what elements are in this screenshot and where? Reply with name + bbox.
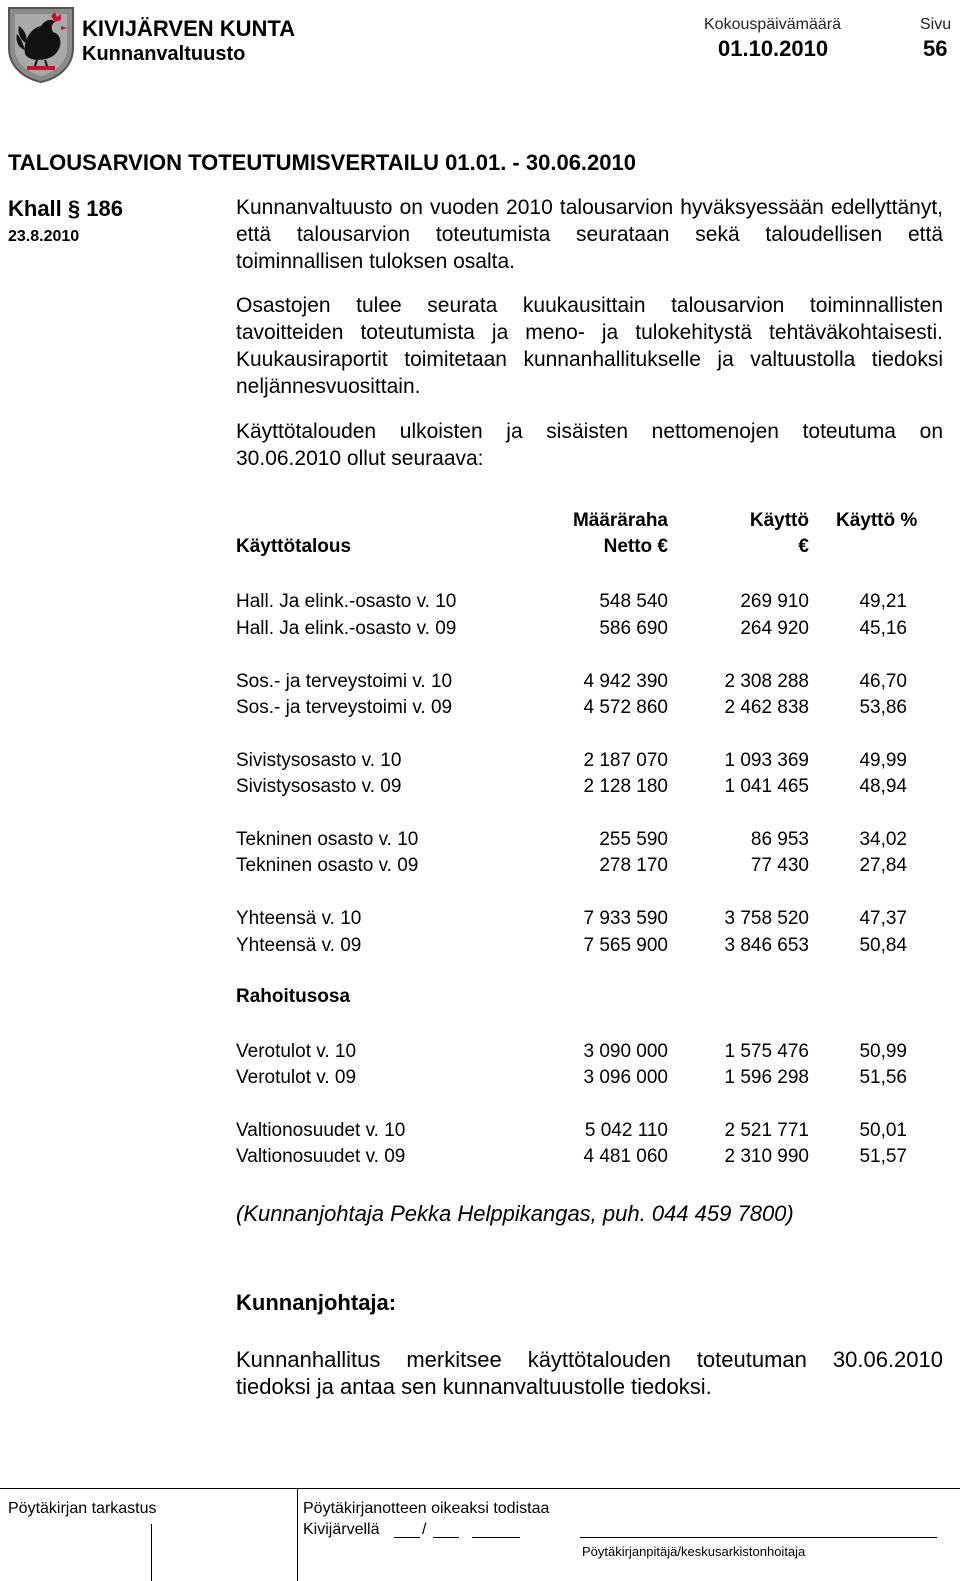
- row-usage-percent: 49,99: [859, 750, 907, 771]
- row-budget: 548 540: [599, 591, 668, 612]
- paragraph-intro: Kunnanvaltuusto on vuoden 2010 talousarvion hyväksyessään edellyttänyt, että talousarvion toteutumista seurataan sekä taloudellisen että toiminnallisen tuloksen osalta.: [236, 196, 943, 273]
- row-budget: 5 042 110: [584, 1120, 668, 1141]
- row-usage-percent: 46,70: [859, 671, 907, 692]
- row-usage: 269 910: [740, 591, 809, 612]
- section-date: 23.8.2010: [8, 228, 80, 245]
- page-label: Sivu: [920, 16, 952, 33]
- proposal-heading: Kunnanjohtaja:: [236, 1290, 397, 1315]
- row-usage-percent: 34,02: [859, 829, 907, 850]
- row-usage: 264 920: [740, 618, 809, 639]
- row-usage: 2 310 990: [724, 1146, 809, 1167]
- proposal-text: Kunnanhallitus merkitsee käyttötalouden toteutuman 30.06.2010 tiedoksi ja antaa sen kunnanvaltuustolle tiedoksi.: [236, 1347, 943, 1399]
- row-label: Hall. Ja elink.-osasto v. 10: [236, 591, 457, 612]
- row-budget: 7 933 590: [583, 908, 668, 929]
- rooster-crest-icon: [5, 4, 77, 84]
- row-label: Sivistysosasto v. 09: [236, 776, 402, 797]
- document-title: TALOUSARVION TOTEUTUMISVERTAILU 01.01. - 30.06.2010: [8, 150, 636, 175]
- row-budget: 3 090 000: [583, 1041, 668, 1062]
- meeting-date-label: Kokouspäivämäärä: [704, 16, 841, 33]
- organization-unit: Kunnanvaltuusto: [82, 43, 246, 65]
- col-header-usage-1: Käyttö: [749, 510, 809, 531]
- row-usage: 2 462 838: [724, 697, 809, 718]
- footer-divider-vertical-left: [151, 1524, 152, 1581]
- row-usage-percent: 45,16: [859, 618, 907, 639]
- contact-line: (Kunnanjohtaja Pekka Helppikangas, puh. 044 459 7800): [236, 1201, 794, 1226]
- row-budget: 2 187 070: [583, 750, 668, 771]
- row-label: Tekninen osasto v. 10: [236, 829, 419, 850]
- footer-place: Kivijärvellä: [303, 1521, 380, 1538]
- row-budget: 3 096 000: [583, 1067, 668, 1088]
- row-usage-percent: 50,01: [859, 1120, 907, 1141]
- row-budget: 7 565 900: [583, 935, 668, 956]
- row-budget: 586 690: [599, 618, 668, 639]
- financing-heading: Rahoitusosa: [236, 986, 351, 1007]
- row-usage: 3 846 653: [724, 935, 809, 956]
- row-label: Valtionosuudet v. 10: [236, 1120, 406, 1141]
- col-header-budget-1: Määräraha: [572, 510, 668, 531]
- footer-divider-vertical: [297, 1488, 298, 1581]
- row-usage: 3 758 520: [724, 908, 809, 929]
- row-usage: 2 521 771: [724, 1120, 809, 1141]
- row-budget: 4 481 060: [583, 1146, 668, 1167]
- row-usage-percent: 27,84: [859, 855, 907, 876]
- row-usage: 86 953: [750, 829, 809, 850]
- paragraph-monitoring: Osastojen tulee seurata kuukausittain talousarvion toiminnallisten tavoitteiden toteutumista ja meno- ja tulokehitystä tehtäväkohtaisesti. Kuukausiraportit toimitetaan kunnanhallitukselle ja valtuustolla tiedoksi neljännesvuosittain.: [236, 294, 943, 398]
- row-label: Sos.- ja terveystoimi v. 09: [236, 697, 453, 718]
- row-usage-percent: 50,84: [859, 935, 907, 956]
- row-label: Sivistysosasto v. 10: [236, 750, 402, 771]
- row-budget: 4 942 390: [583, 671, 668, 692]
- footer-signer-title: Pöytäkirjanpitäjä/keskusarkistonhoitaja: [582, 1544, 806, 1559]
- row-budget: 4 572 860: [583, 697, 668, 718]
- row-budget: 2 128 180: [583, 776, 668, 797]
- row-budget: 278 170: [599, 855, 668, 876]
- footer-day-blank: [394, 1537, 420, 1538]
- row-label: Verotulot v. 10: [236, 1041, 357, 1062]
- row-label: Hall. Ja elink.-osasto v. 09: [236, 618, 457, 639]
- row-usage: 2 308 288: [724, 671, 809, 692]
- row-usage-percent: 47,37: [859, 908, 907, 929]
- page-number: 56: [923, 36, 948, 61]
- row-usage-percent: 48,94: [859, 776, 907, 797]
- row-usage-percent: 51,56: [859, 1067, 907, 1088]
- row-usage-percent: 49,21: [859, 591, 907, 612]
- meeting-date: 01.10.2010: [718, 36, 829, 61]
- row-usage-percent: 53,86: [859, 697, 907, 718]
- row-label: Tekninen osasto v. 09: [236, 855, 419, 876]
- row-usage: 1 041 465: [724, 776, 809, 797]
- col-header-usage-2: €: [798, 536, 809, 557]
- row-label: Sos.- ja terveystoimi v. 10: [236, 671, 453, 692]
- col-header-usage-percent: Käyttö %: [836, 510, 918, 531]
- footer-slash: /: [422, 1521, 427, 1538]
- organization-name: KIVIJÄRVEN KUNTA: [82, 16, 296, 41]
- row-label: Verotulot v. 09: [236, 1067, 357, 1088]
- row-usage: 1 575 476: [724, 1041, 809, 1062]
- footer-signature-line: [580, 1537, 937, 1538]
- footer-review-label: Pöytäkirjan tarkastus: [8, 1500, 157, 1517]
- row-usage: 1 093 369: [724, 750, 809, 771]
- row-usage-percent: 51,57: [859, 1146, 907, 1167]
- footer-month-blank: [433, 1537, 459, 1538]
- section-reference: Khall § 186: [8, 196, 123, 221]
- row-usage: 77 430: [750, 855, 809, 876]
- row-usage: 1 596 298: [724, 1067, 809, 1088]
- row-budget: 255 590: [599, 829, 668, 850]
- row-label: Valtionosuudet v. 09: [236, 1146, 406, 1167]
- col-header-budget-2: Netto €: [603, 536, 668, 557]
- footer-year-blank: [472, 1537, 520, 1538]
- paragraph-results-intro: Käyttötalouden ulkoisten ja sisäisten nettomenojen toteutuma on 30.06.2010 ollut seuraava:: [236, 420, 943, 470]
- footer-certify-label: Pöytäkirjanotteen oikeaksi todistaa: [303, 1500, 550, 1517]
- row-label: Yhteensä v. 09: [236, 935, 362, 956]
- row-label: Yhteensä v. 10: [236, 908, 362, 929]
- col-header-label: Käyttötalous: [236, 536, 352, 557]
- footer-divider: [0, 1488, 960, 1489]
- row-usage-percent: 50,99: [859, 1041, 907, 1062]
